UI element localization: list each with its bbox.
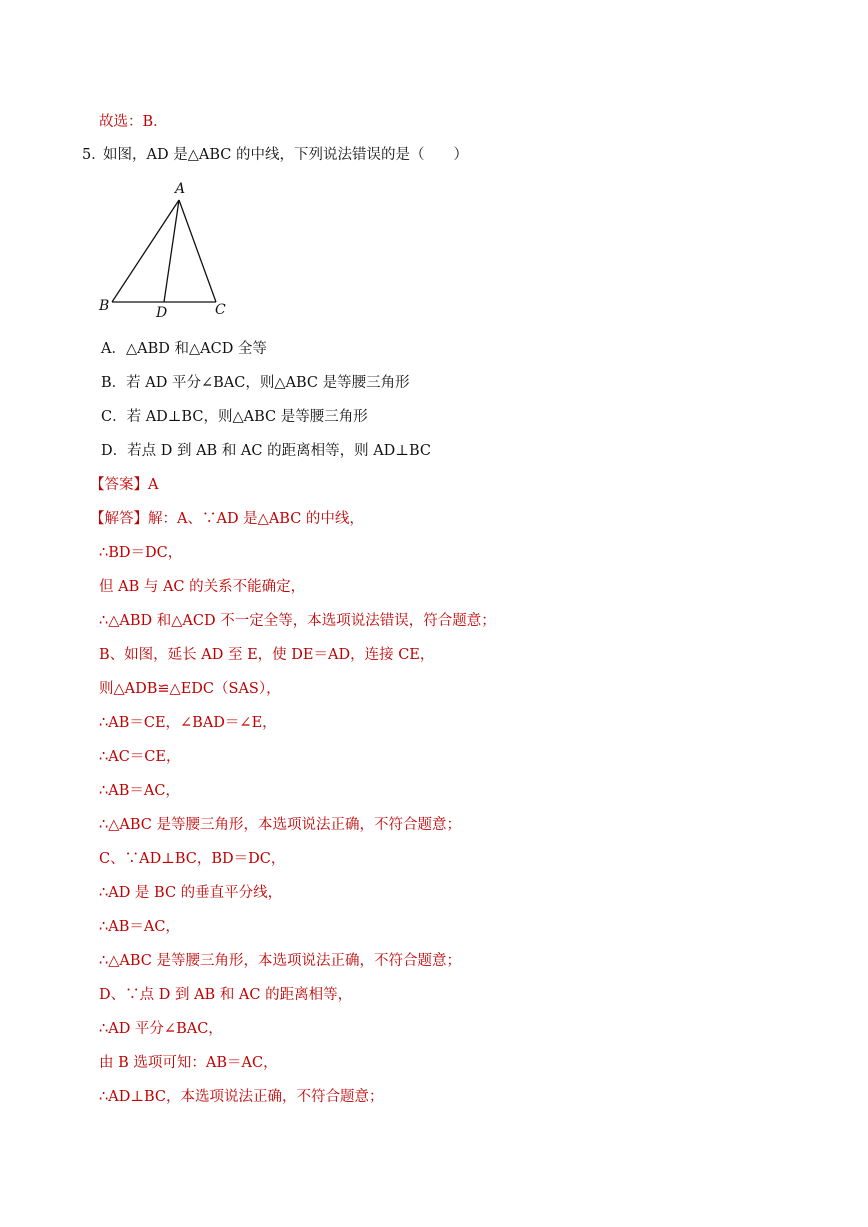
- option-d: D．若点 D 到 AB 和 AC 的距离相等，则 AD⊥BC: [101, 443, 431, 459]
- solution-line: ∴AD⊥BC，本选项说法正确，不符合题意；: [99, 1089, 384, 1105]
- option-a: A．△ABD 和△ACD 全等: [101, 341, 267, 357]
- option-c: C．若 AD⊥BC，则△ABC 是等腰三角形: [101, 409, 368, 425]
- solution-line: C、∵AD⊥BC，BD＝DC，: [99, 851, 286, 867]
- solution-line: 由 B 选项可知：AB＝AC，: [99, 1055, 278, 1071]
- solution-line: ∴AB＝AC，: [99, 783, 180, 799]
- prev-answer: 故选：B．: [99, 114, 168, 130]
- label-d: D: [156, 305, 168, 321]
- solution-line: B、如图，延长 AD 至 E，使 DE＝AD，连接 CE，: [99, 647, 435, 663]
- option-b: B．若 AD 平分∠BAC，则△ABC 是等腰三角形: [101, 375, 410, 391]
- label-b: B: [99, 298, 110, 314]
- solution-line: ∴AB＝CE，∠BAD＝∠E，: [99, 715, 277, 731]
- solution-line: ∴BD＝DC，: [99, 545, 183, 561]
- solution-line: ∴△ABD 和△ACD 不一定全等，本选项说法错误，符合题意；: [99, 613, 496, 629]
- answer-line: 【答案】A: [90, 477, 159, 493]
- label-c: C: [215, 302, 226, 318]
- solution-line: ∴AD 平分∠BAC，: [99, 1021, 223, 1037]
- solution-line: ∴AC＝CE，: [99, 749, 181, 765]
- label-a: A: [175, 181, 186, 197]
- solution-line: ∴△ABC 是等腰三角形，本选项说法正确，不符合题意；: [99, 817, 461, 833]
- side-ac: [179, 200, 216, 302]
- solution-line: ∴AB＝AC，: [99, 919, 180, 935]
- side-ab: [112, 200, 179, 302]
- solution-line: ∴△ABC 是等腰三角形，本选项说法正确，不符合题意；: [99, 953, 461, 969]
- solution-line: 但 AB 与 AC 的关系不能确定，: [99, 579, 306, 595]
- solution-line: 【解答】解：A、∵AD 是△ABC 的中线，: [90, 511, 364, 527]
- solution-line: ∴AD 是 BC 的垂直平分线，: [99, 885, 283, 901]
- solution-line: D、∵点 D 到 AB 和 AC 的距离相等，: [99, 987, 353, 1003]
- question-number: 5．: [82, 147, 106, 163]
- median-ad: [164, 200, 179, 302]
- question-text: 如图，AD 是△ABC 的中线，下列说法错误的是（ ）: [103, 147, 468, 163]
- solution-line: 则△ADB≌△EDC（SAS），: [99, 681, 281, 697]
- triangle-figure: [94, 176, 244, 321]
